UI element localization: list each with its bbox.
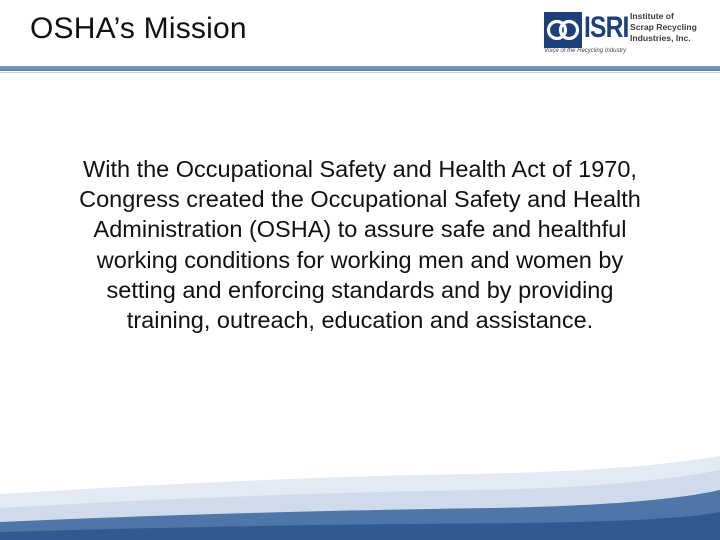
org-line-3: Industries, Inc. (630, 33, 691, 43)
isri-logo (544, 10, 704, 58)
isri-tagline: Voice of the Recycling Industry (544, 48, 627, 54)
footer-wave-decoration (0, 450, 720, 540)
org-line-2: Scrap Recycling (630, 22, 697, 32)
header-divider (0, 66, 720, 71)
mission-statement: With the Occupational Safety and Health Act of 1970, Congress created the Occupational Safety and Health Administration (OSHA) to assure safe and healthful working conditions for working men and women by setting and enforcing standards and by providing training, outreach, education and assistance. (79, 156, 641, 334)
isri-logo-mark-icon (544, 12, 582, 48)
isri-wordmark: ISRI (584, 11, 629, 44)
slide-title: OSHA’s Mission (30, 12, 247, 45)
header-divider-accent (0, 72, 720, 73)
org-line-1: Institute of (630, 11, 674, 21)
isri-organization-name (630, 11, 706, 44)
